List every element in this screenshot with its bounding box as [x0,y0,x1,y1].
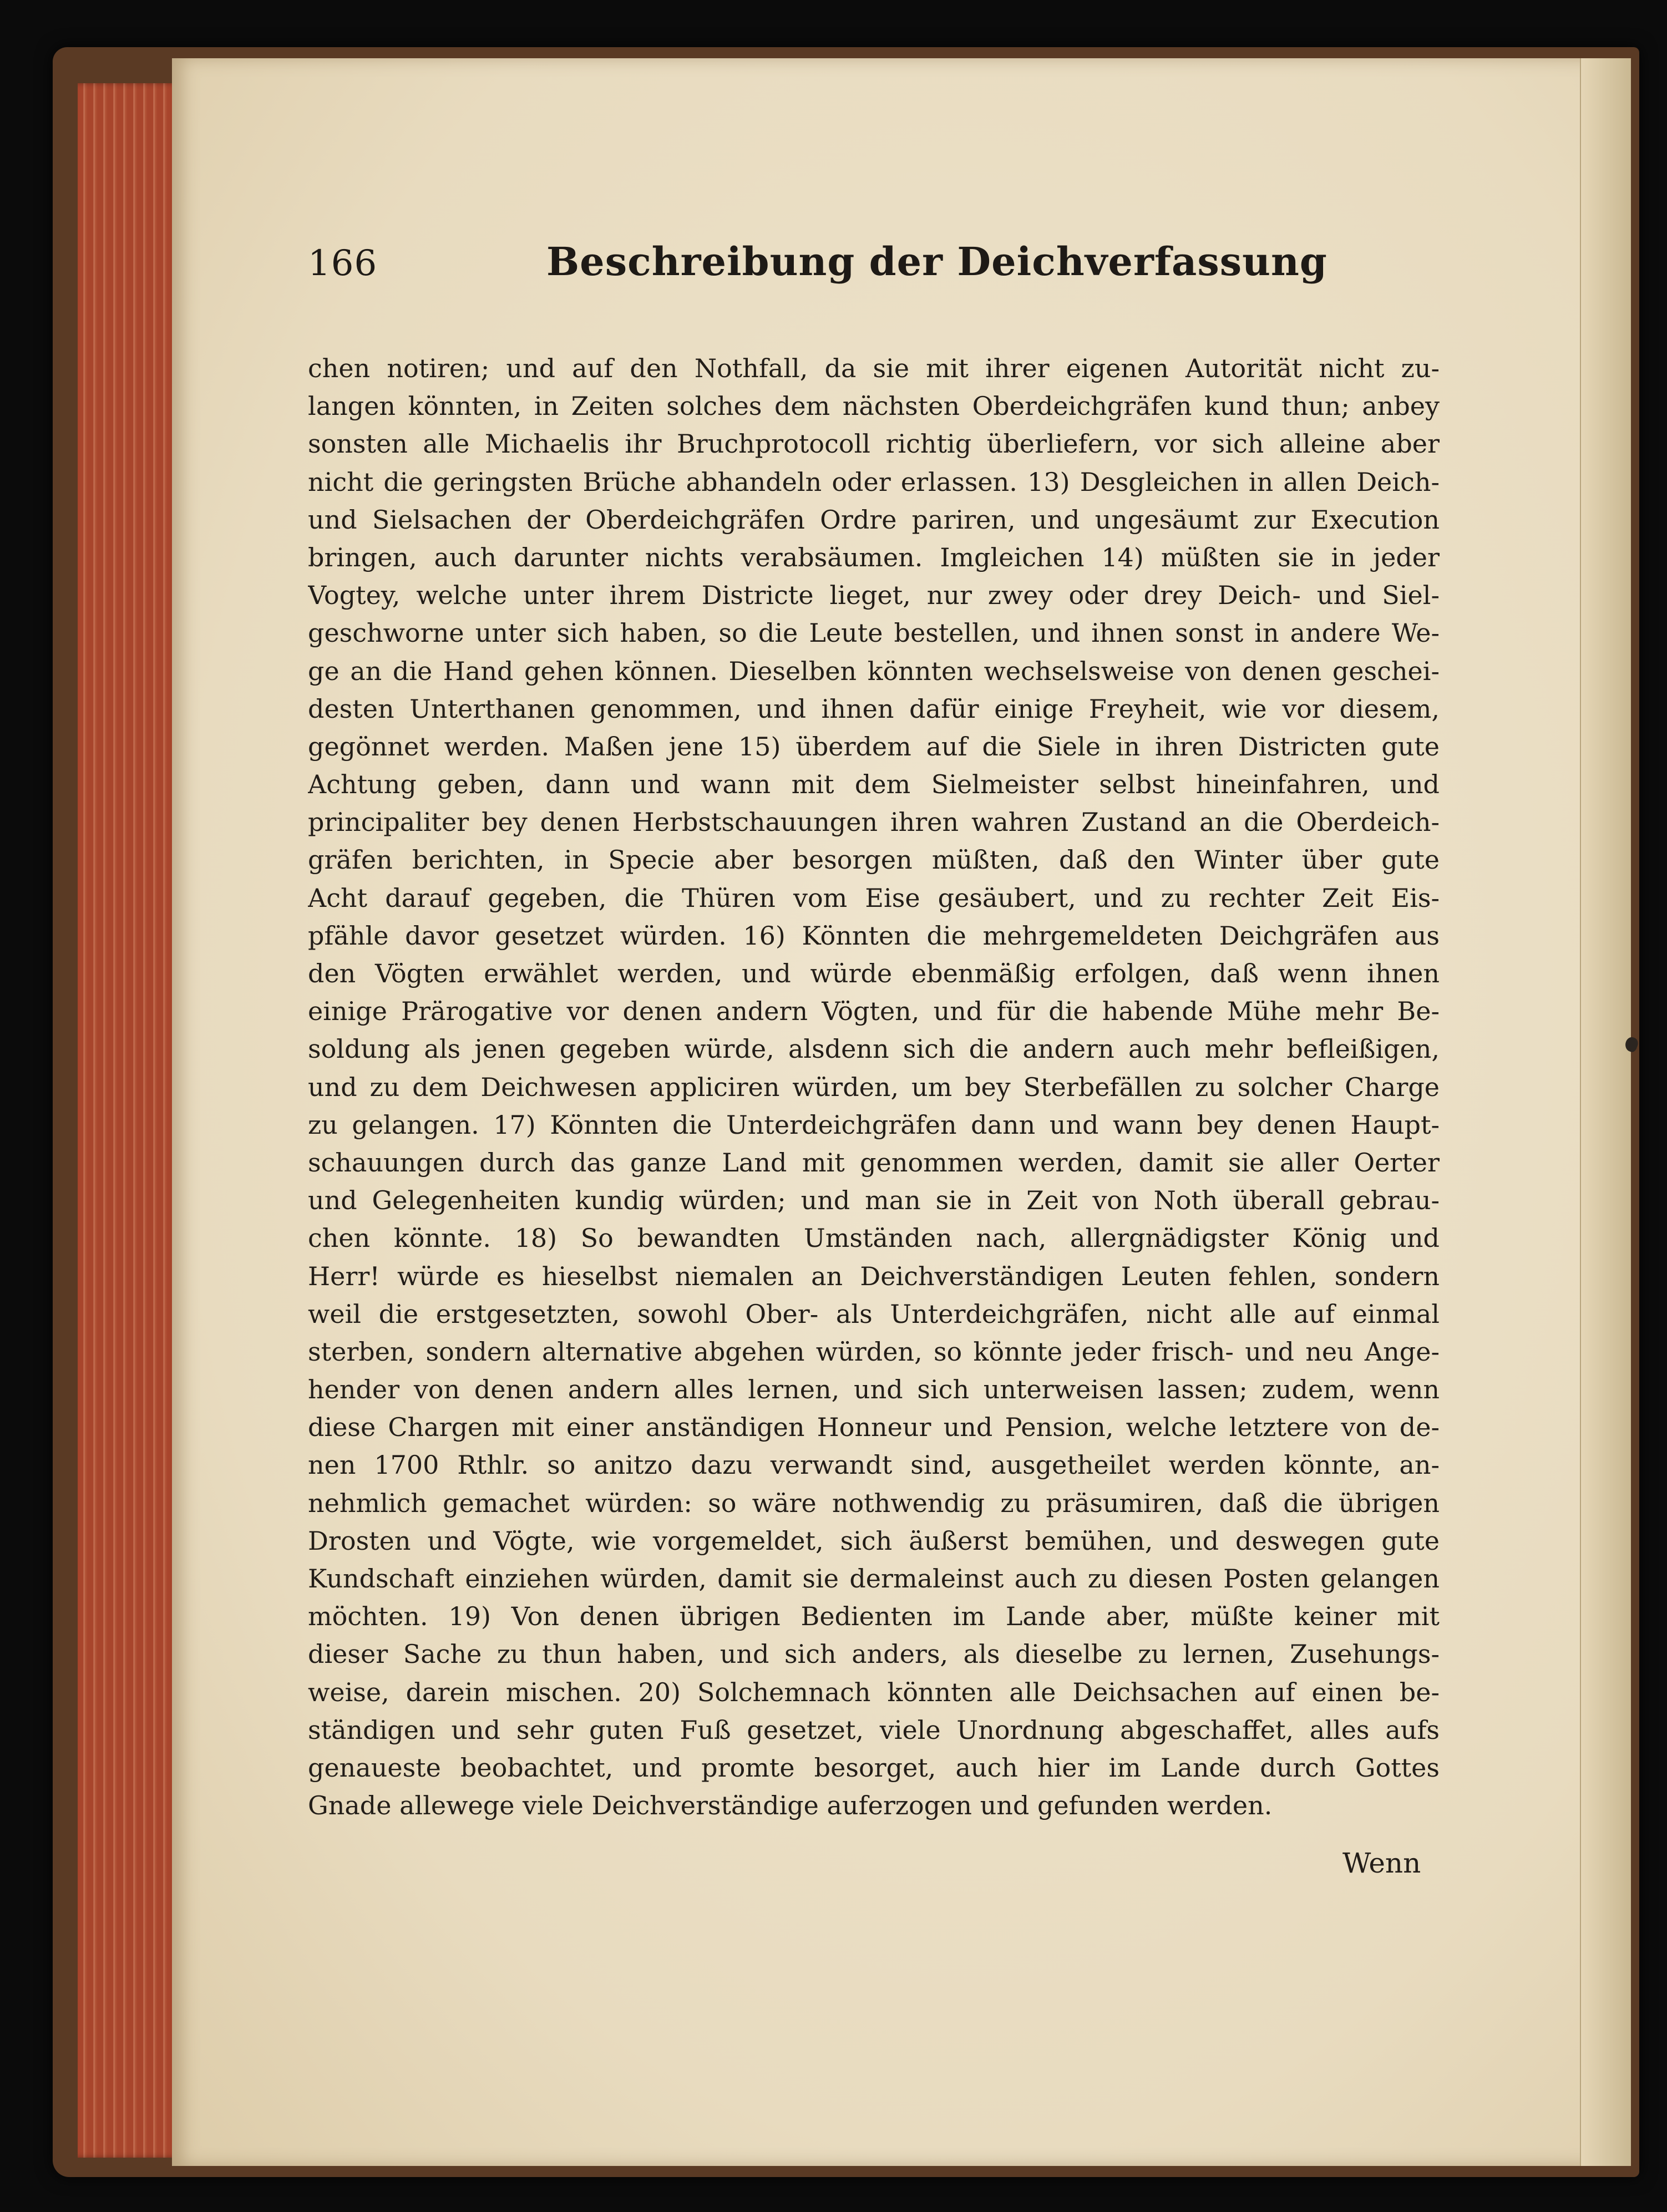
text-line: zu gelangen. 17) Könnten die Unterdeichgräfen dann und wann bey denen Haupt- [308,1109,1440,1140]
page-number: 166 [308,243,378,284]
body-text [308,349,1440,1824]
text-line: Vogtey, welche unter ihrem Districte lieget, nur zwey oder drey Deich- und Siel- [308,580,1440,611]
text-line: sonsten alle Michaelis ihr Bruchprotocoll richtig überliefern, vor sich alleine aber [308,429,1440,459]
text-line: Acht darauf gegeben, die Thüren vom Eise gesäubert, und zu rechter Zeit Eis- [308,882,1440,913]
text-line: schauungen durch das ganze Land mit genommen werden, damit sie aller Oerter [308,1147,1440,1178]
text-line: pfähle davor gesetzet würden. 16) Könnten die mehrgemeldeten Deichgräfen aus [308,920,1440,951]
text-line: soldung als jenen gegeben würde, alsdenn sich die andern auch mehr befleißigen, [308,1034,1440,1064]
text-line: langen könnten, in Zeiten solches dem nächsten Oberdeichgräfen kund thun; anbey [308,391,1440,422]
text-line: Drosten und Vögte, wie vorgemeldet, sich äußerst bemühen, und deswegen gute [308,1525,1440,1556]
text-line: gräfen berichten, in Specie aber besorgen müßten, daß den Winter über gute [308,845,1440,875]
text-line: principaliter bey denen Herbstschauungen ihren wahren Zustand an die Oberdeich- [308,807,1440,838]
text-line: weise, darein mischen. 20) Solchemnach könnten alle Deichsachen auf einen be- [308,1677,1440,1707]
text-line: hender von denen andern alles lernen, und sich unterweisen lassen; zudem, wenn [308,1374,1440,1405]
text-line: desten Unterthanen genommen, und ihnen dafür einige Freyheit, wie vor diesem, [308,693,1440,724]
text-line: nen 1700 Rthlr. so anitzo dazu verwandt sind, ausgetheilet werden könnte, an- [308,1450,1440,1480]
catchword: Wenn [1342,1847,1421,1879]
text-line: gegönnet werden. Maßen jene 15) überdem auf die Siele in ihren Districten gute [308,731,1440,762]
next-page-edge [1580,58,1631,2166]
text-line: Herr! würde es hieselbst niemalen an Deichverständigen Leuten fehlen, sondern [308,1261,1440,1291]
text-line: bringen, auch darunter nichts verabsäumen. Imgleichen 14) müßten sie in jeder [308,542,1440,572]
page-header [308,233,1327,305]
text-line: Achtung geben, dann und wann mit dem Sielmeister selbst hineinfahren, und [308,769,1440,800]
text-line: diese Chargen mit einer anständigen Honneur und Pension, welche letztere von de- [308,1412,1440,1443]
text-line: und Gelegenheiten kundig würden; und man sie in Zeit von Noth überall gebrau- [308,1185,1440,1216]
text-line: chen notiren; und auf den Nothfall, da sie mit ihrer eigenen Autorität nicht zu- [308,353,1440,383]
text-line: den Vögten erwählet werden, und würde ebenmäßig erfolgen, daß wenn ihnen [308,958,1440,988]
text-line: nehmlich gemachet würden: so wäre nothwendig zu präsumiren, daß die übrigen [308,1488,1440,1518]
text-line: und Sielsachen der Oberdeichgräfen Ordre pariren, und ungesäumt zur Execution [308,504,1440,535]
page-edges [78,83,180,2158]
text-line: Kundschaft einziehen würden, damit sie dermaleinst auch zu diesen Posten gelangen [308,1564,1440,1594]
text-line: Gnade allewege viele Deichverständige auferzogen und gefunden werden. [308,1790,1273,1821]
running-title: Beschreibung der Deichverfassung [546,239,1327,285]
text-line: einige Prärogative vor denen andern Vögten, und für die habende Mühe mehr Be- [308,996,1440,1027]
text-line: möchten. 19) Von denen übrigen Bedienten im Lande aber, müßte keiner mit [308,1601,1440,1632]
text-line: nicht die geringsten Brüche abhandeln oder erlassen. 13) Desgleichen in allen Deich- [308,466,1440,497]
text-line: sterben, sondern alternative abgehen würden, so könnte jeder frisch- und neu Ange- [308,1336,1440,1367]
text-line: chen könnte. 18) So bewandten Umständen nach, allergnädigster König und [308,1223,1440,1254]
text-line: und zu dem Deichwesen appliciren würden, um bey Sterbefällen zu solcher Charge [308,1072,1440,1102]
text-line: ge an die Hand gehen können. Dieselben könnten wechselsweise von denen geschei- [308,656,1440,686]
text-line: ständigen und sehr guten Fuß gesetzet, viele Unordnung abgeschaffet, alles aufs [308,1714,1440,1745]
text-line: weil die erstgesetzten, sowohl Ober- als Unterdeichgräfen, nicht alle auf einmal [308,1298,1440,1329]
text-line: geschworne unter sich haben, so die Leute bestellen, und ihnen sonst in andere We- [308,618,1440,648]
text-line: genaueste beobachtet, und promte besorget, auch hier im Lande durch Gottes [308,1752,1440,1783]
text-line: dieser Sache zu thun haben, und sich anders, als dieselbe zu lernen, Zusehungs- [308,1639,1440,1670]
